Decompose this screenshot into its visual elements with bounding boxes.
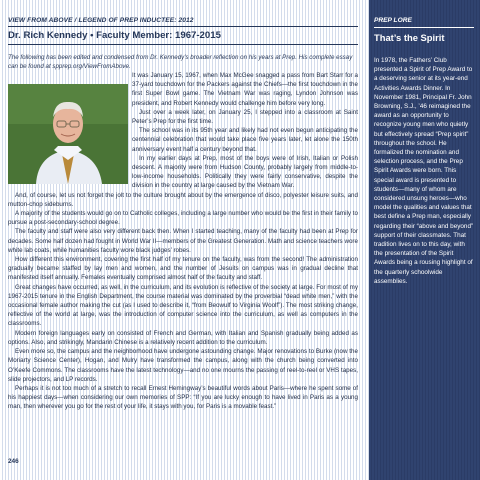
article-paragraph: Great changes have occurred, as well, in the curriculum, and its evolution is reflective of the society at large. For most of my 1967-2015 tenure in the English Department, the course material was dominated by the proverbial “dead white men,” with the occasional female author making the cut (as I used to describe it, “from Beowulf to Virginia Woolf”). The most striking change, reflective of the world at large, was the introduction of computer science into the curriculum, as well as computers in the classrooms. <box>8 283 358 328</box>
article-paragraph: Even more so, the campus and the neighborhood have undergone astounding change. Major renovations to Burke (now the Moriarty Science Center), Hogan, and Mulry have transformed the campus, along with the church being converted into O’Keefe Commons. The classrooms have the latest technology—and no one mourns the passing of reel-to-reel or VHS tapes, slide projectors, and LP records. <box>8 348 358 383</box>
article-paragraph: A majority of the students would go on to Catholic colleges, including a large number who would be the first in their family to pursue a post-secondary-school degree. <box>8 210 358 227</box>
section-label-right: LEGEND OF PREP INDUCTEE: 2012 <box>78 17 194 24</box>
page-title: Dr. Rich Kennedy • Faculty Member: 1967-2015 <box>8 30 221 41</box>
sidebar-body: In 1978, the Fathers’ Club presented a Spirit of Prep Award to a deserving senior at its year-end Activities Awards Dinner. In November 1981, Principal Fr. John Browning, S.J., ’46 reimagined the award as an opportunity to recognize young men who quietly but effectively spread “Prep spirit” throughout the school. He formalized the nomination and selection process, and the Prep Spirit Awards were born. This special award is presented to students—many of whom are considered unsung heroes—who model the qualities and values that best define a Prep man, especially regarding their “above and beyond” support of their classmates. That tradition lives on to this day, with the presentation of the Spirit Awards being a rousing highlight of the quarterly schoolwide assemblies. <box>374 57 474 285</box>
article-paragraph: Just over a week later, on January 25, I stepped into a classroom at Saint Peter’s Prep for the first time. <box>132 108 358 126</box>
portrait-illustration <box>8 84 128 184</box>
title-rule <box>8 44 358 45</box>
header-rule <box>8 26 358 27</box>
article-paragraph: The faculty and staff were also very different back then. When I started teaching, many of the faculty had been at Prep for decades. Some half dozen had fought in World War II—members of the Greatest Generation. Math and science teachers wore white lab coats, while humanities faculty wore black judges’ robes. <box>8 228 358 254</box>
article-paragraph: In my earlier days at Prep, most of the boys were of Irish, Italian or Polish descent. A majority were from Hudson County, probably largely from middle-to-low-income households. Politically they were fairly conservative, despite the division in the country at large caused by the Vietnam War. <box>132 154 358 190</box>
page-number: 246 <box>8 458 19 465</box>
article-paragraph: The school was in its 95th year and likely had not even begun anticipating the centennial celebration that would take place five years later, let alone the 150th anniversary event half a century beyond that. <box>132 127 358 153</box>
article-paragraph: It was January 15, 1967, when Max McGee snagged a pass from Bart Starr for a 37-yard touchdown for the Packers against the Chiefs—the first touchdown in the first Super Bowl game. The Vietnam War was raging, Lyndon Johnson was president, and Robert Kennedy would challenge him before very long. <box>132 72 358 107</box>
article-paragraph: How different this environment, covering the first half of my tenure on the faculty, was from the second! The administration gradually became staffed by lay men and women, and the number of Jesuits on campus was in gradual decline that manifested itself annually. Females eventually comprised almost half of the faculty and staff. <box>8 256 358 282</box>
article-paragraph: Perhaps it is not too much of a stretch to recall Ernest Hemingway’s beautiful words about Paris—where he spent some of his happiest days—when considering our own memories of SPP: “If you are lucky enough to have lived in Paris as a young man, then wherever you go for the rest of your life, it stays with you, for Paris is a movable feast.” <box>8 384 358 411</box>
article-paragraph: Modern foreign languages early on consisted of French and German, with Italian and Spanish gradually being added as options. Also, and strikingly, Mandarin Chinese is a relatively recent addition to the curriculum. <box>8 329 358 346</box>
article-paragraph: And, of course, let us not forget the jolt to the culture brought about by the emergence of disco, polyester leisure suits, and mutton-chop sideburns. <box>8 191 358 208</box>
sidebar-label: PREP LORE <box>374 17 412 24</box>
portrait-photo <box>8 84 128 184</box>
sidebar-title: That’s the Spirit <box>374 32 445 43</box>
section-label-left: VIEW FROM ABOVE / <box>8 17 79 24</box>
intro-text: The following has been edited and condensed from Dr. Kennedy’s broader reflection on his years at Prep. His complete essay can be found at spprep.org/ViewFromAbove. <box>8 54 353 71</box>
section-label <box>8 17 358 24</box>
sidebar-rule <box>374 27 474 28</box>
